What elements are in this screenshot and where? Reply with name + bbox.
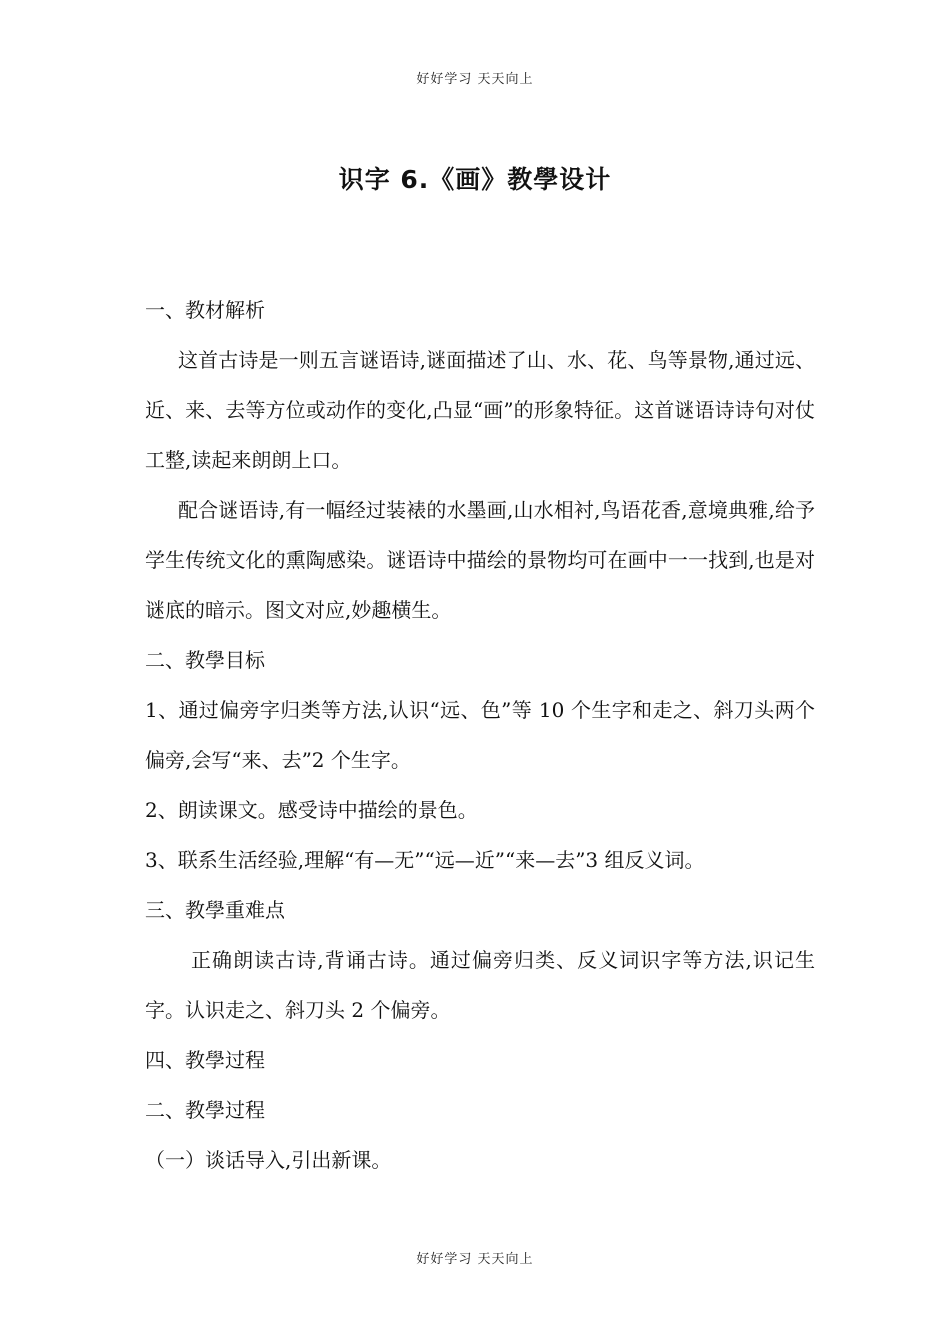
page-footer: 好好学习 天天向上 <box>416 1252 534 1267</box>
paragraph-materials-2: 配合谜语诗,有一幅经过装裱的水墨画,山水相衬,鸟语花香,意境典雅,给予学生传统文化的熏陶感染。谜语诗中描绘的景物均可在画中一一找到,也是对谜底的暗示。图文对应,妙趣横生。 <box>145 498 815 622</box>
paragraph-materials-1: 这首古诗是一则五言谜语诗,谜面描述了山、水、花、鸟等景物,通过远、近、来、去等方位或动作的变化,凸显“画”的形象特征。这首谜语诗诗句对仗工整,读起来朗朗上口。 <box>145 348 815 472</box>
goal-item-3: 3、联系生活经验,理解“有—无”“远—近”“来—去”3 组反义词。 <box>145 848 705 872</box>
section-heading-goals: 二、教學目标 <box>145 648 265 672</box>
subsection-intro: （一）谈话导入,引出新课。 <box>145 1148 392 1172</box>
section-heading-process-2: 二、教學过程 <box>145 1098 265 1122</box>
section-heading-materials: 一、教材解析 <box>145 298 265 322</box>
document-body <box>145 285 815 1185</box>
goal-item-2: 2、朗读课文。感受诗中描绘的景色。 <box>145 798 478 822</box>
section-heading-key-points: 三、教學重难点 <box>145 898 285 922</box>
paragraph-key-points: 正确朗读古诗,背诵古诗。通过偏旁归类、反义词识字等方法,识记生字。认识走之、斜刀头 2 个偏旁。 <box>145 948 815 1022</box>
document-title: 识字 6.《画》教學设计 <box>338 165 612 194</box>
page-header: 好好学习 天天向上 <box>416 72 534 87</box>
goal-item-1: 1、通过偏旁字归类等方法,认识“远、色”等 10 个生字和走之、斜刀头两个偏旁,会写“来、去”2 个生字。 <box>145 698 815 772</box>
section-heading-process: 四、教學过程 <box>145 1048 265 1072</box>
